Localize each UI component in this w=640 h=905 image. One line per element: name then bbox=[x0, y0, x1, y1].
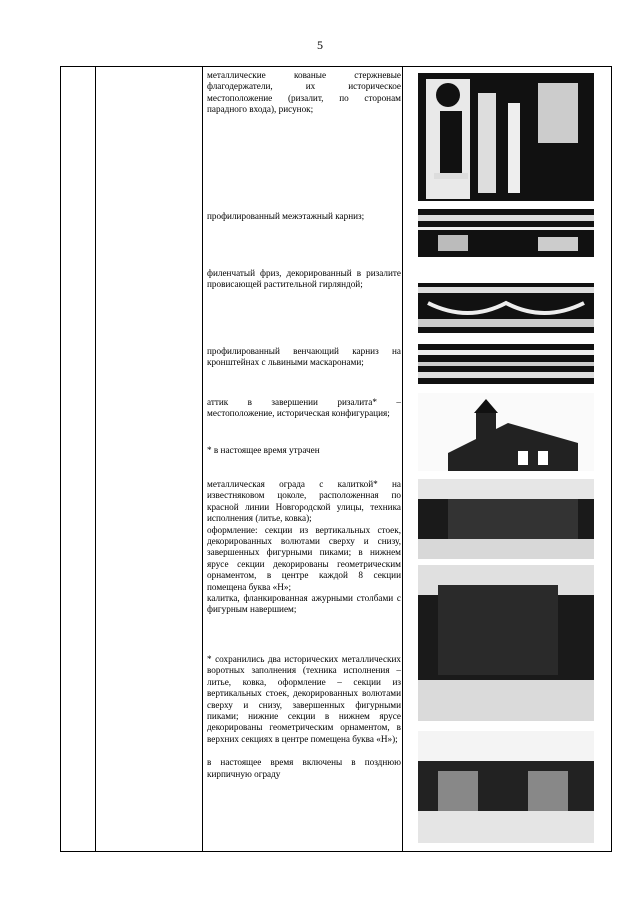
row-text-frieze: филенчатый фриз, декорированный в ризалите провисающей растительной гирляндой; bbox=[207, 268, 401, 290]
row-text-crowning-cornice: профилированный венчающий карниз на кронштейнах с львиными маскаронами; bbox=[207, 346, 401, 368]
attic-tower-photo bbox=[418, 393, 594, 471]
column-divider bbox=[402, 67, 403, 851]
fence-paragraph: металлическая ограда с калиткой* на известняковом цоколе, расположенная по красной линии Новгородской улицы, техника исполнения (литье, ковка); bbox=[207, 479, 401, 524]
gate-fence-photo bbox=[418, 731, 594, 843]
cornice-photo bbox=[418, 209, 594, 257]
row-text-attic-note: * в настоящее время утрачен bbox=[207, 445, 320, 455]
gates-paragraph: * сохранились два исторических металлических воротных заполнения (техника исполнения – литье, ковка, оформление – секции из вертикальных стоек, декорированных волютами сверху и снизу, завершенных фигурными пиками; нижние секции в нижнем ярусе декорированы геометрическим орнаментом, в верхних секциях в центре помещена буква «Н»); bbox=[207, 654, 401, 744]
crowning-cornice-photo bbox=[418, 344, 594, 384]
row-text-gates-note bbox=[207, 654, 401, 780]
building-with-fence-photo-1 bbox=[418, 479, 594, 559]
building-with-fence-photo-2 bbox=[418, 565, 594, 721]
row-text-flag-holders: металлические кованые стержневые флагодержатели, их историческое местоположение (ризалит, по сторонам парадного входа), рисунок; bbox=[207, 70, 401, 115]
column-divider bbox=[95, 67, 96, 851]
subject-protection-table bbox=[60, 66, 612, 852]
column-divider bbox=[202, 67, 203, 851]
window-with-balcony-photo bbox=[418, 73, 594, 201]
row-text-fence bbox=[207, 479, 401, 616]
gates-paragraph: в настоящее время включены в позднюю кирпичную ограду bbox=[207, 757, 401, 779]
fence-paragraph: оформление: секции из вертикальных стоек, декорированных волютами сверху и снизу, завершенных фигурными пиками; в нижнем ярусе секции декорированы геометрическим орнаментом, в центре каждой 8 секции помещена буква «Н»; bbox=[207, 524, 401, 592]
page-number: 5 bbox=[317, 38, 323, 52]
row-text-attic: аттик в завершении ризалита* – местоположение, историческая конфигурация; bbox=[207, 397, 401, 419]
frieze-garland-photo bbox=[418, 283, 594, 333]
row-text-interfloor-cornice: профилированный межэтажный карниз; bbox=[207, 211, 365, 221]
fence-paragraph: калитка, фланкированная ажурными столбами с фигурным навершием; bbox=[207, 593, 401, 615]
